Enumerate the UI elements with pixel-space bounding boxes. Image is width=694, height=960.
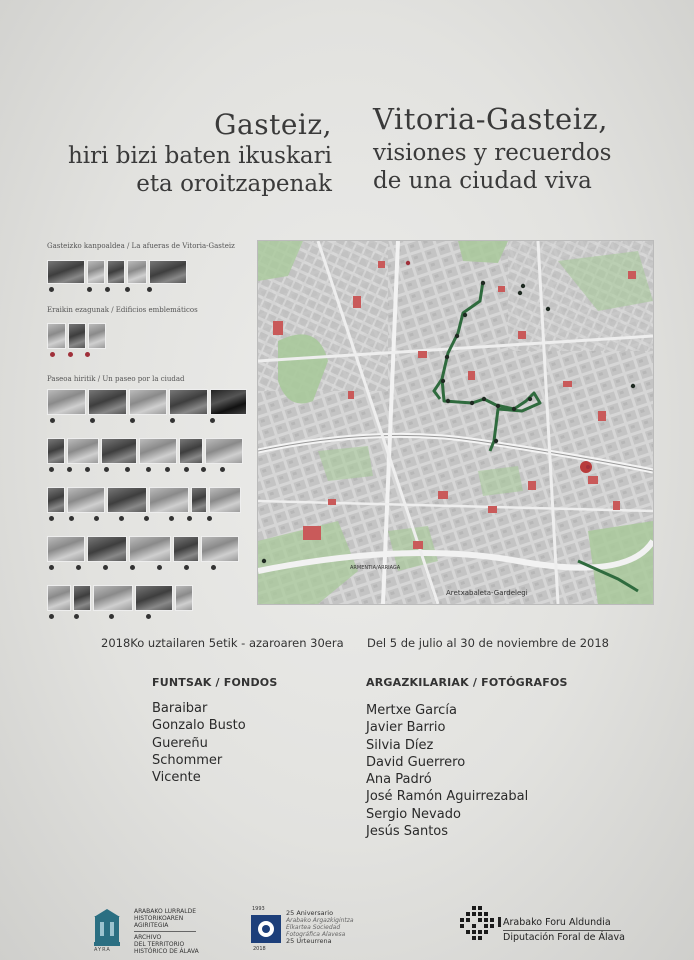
archivo-divider bbox=[134, 931, 196, 932]
photo-thumbnail bbox=[173, 536, 199, 562]
fotografo-name: Jesús Santos bbox=[366, 824, 449, 840]
fotografo-name: Sergio Nevado bbox=[366, 806, 461, 822]
archivo-es-line: DEL TERRITORIO bbox=[134, 941, 185, 948]
photo-thumbnail bbox=[47, 389, 86, 415]
photo-thumbnail bbox=[107, 487, 147, 513]
legend-section-buildings: Eraikin ezagunak / Edificios emblemáticos bbox=[47, 306, 198, 314]
fotografo-name: Javier Barrio bbox=[366, 720, 446, 736]
marker-dot bbox=[119, 516, 124, 521]
marker-dot bbox=[103, 565, 108, 570]
marker-dot bbox=[68, 352, 73, 357]
photo-thumbnail bbox=[87, 536, 127, 562]
photo-row bbox=[47, 438, 247, 464]
legend-section-outskirts: Gasteizko kanpoaldea / La afueras de Vitoria-Gasteiz bbox=[47, 242, 235, 250]
marker-dot bbox=[157, 565, 162, 570]
fondos-label: FUNTSAK / FONDOS bbox=[152, 676, 278, 689]
title-basque bbox=[68, 108, 332, 197]
marker-dot bbox=[85, 467, 90, 472]
marker-dot bbox=[87, 287, 92, 292]
marker-dot bbox=[201, 467, 206, 472]
marker-dot bbox=[74, 614, 79, 619]
fondo-name: Schommer bbox=[152, 752, 223, 768]
photo-thumbnail bbox=[47, 438, 65, 464]
archivo-eu-line: AGIRITEGIA bbox=[134, 922, 169, 929]
photo-markers bbox=[47, 287, 247, 292]
aniversario-text bbox=[286, 910, 354, 945]
photo-thumbnail bbox=[67, 438, 99, 464]
city-map bbox=[257, 240, 654, 605]
photo-markers bbox=[47, 352, 247, 357]
photo-thumbnail bbox=[127, 260, 147, 284]
photo-thumbnail bbox=[149, 260, 187, 284]
photo-thumbnail bbox=[67, 487, 105, 513]
marker-dot bbox=[184, 565, 189, 570]
dates-basque: 2018Ko uztailaren 5etik - azaroaren 30era bbox=[101, 636, 344, 650]
marker-dot bbox=[220, 467, 225, 472]
photo-thumbnail bbox=[209, 487, 241, 513]
map-label-bottom: Aretxabaleta-Gardelegi bbox=[446, 589, 528, 597]
marker-dot bbox=[49, 565, 54, 570]
marker-dot bbox=[184, 467, 189, 472]
photo-markers bbox=[47, 565, 247, 570]
photo-thumbnail bbox=[139, 438, 177, 464]
aniversario-year-start: 1993 bbox=[252, 906, 265, 912]
photo-thumbnail bbox=[47, 260, 85, 284]
fondo-name: Guereñu bbox=[152, 735, 208, 751]
aniversario-line2: Arabako Argazkigintza bbox=[286, 917, 354, 924]
diputacion-accent-bar bbox=[498, 917, 501, 927]
marker-dot bbox=[146, 467, 151, 472]
photo-thumbnail bbox=[129, 389, 168, 415]
legend-section-walk: Paseoa hiritik / Un paseo por la ciudad bbox=[47, 375, 185, 383]
marker-dot bbox=[109, 614, 114, 619]
photo-legend bbox=[47, 242, 247, 619]
marker-dot bbox=[170, 418, 175, 423]
fotografo-name: David Guerrero bbox=[366, 754, 466, 770]
archivo-es-line: ARCHIVO bbox=[134, 934, 162, 941]
marker-dot bbox=[50, 352, 55, 357]
marker-dot bbox=[94, 516, 99, 521]
diputacion-line1: Arabako Foru Aldundia bbox=[503, 917, 611, 928]
marker-dot bbox=[144, 516, 149, 521]
photo-thumbnail bbox=[129, 536, 171, 562]
photo-thumbnail bbox=[175, 585, 193, 611]
marker-dot bbox=[125, 287, 130, 292]
photo-row bbox=[47, 323, 247, 349]
title-es-line3: de una ciudad viva bbox=[373, 168, 592, 194]
title-eu-line3: eta oroitzapenak bbox=[136, 171, 332, 197]
aniversario-emblem-icon bbox=[250, 914, 282, 944]
photo-thumbnail bbox=[101, 438, 137, 464]
photo-thumbnail bbox=[68, 323, 86, 349]
fondo-name: Baraibar bbox=[152, 701, 208, 716]
marker-dot bbox=[85, 352, 90, 357]
fotografos-label: ARGAZKILARIAK / FOTÓGRAFOS bbox=[366, 676, 568, 689]
photo-thumbnail bbox=[107, 260, 125, 284]
city-map-graphic bbox=[258, 241, 653, 604]
photo-markers bbox=[47, 418, 247, 423]
diputacion-emblem-icon bbox=[456, 904, 498, 946]
title-es-line1: Vitoria-Gasteiz, bbox=[373, 102, 608, 136]
marker-dot bbox=[105, 287, 110, 292]
fotografo-name: José Ramón Aguirrezabal bbox=[366, 789, 529, 805]
photo-thumbnail bbox=[149, 487, 189, 513]
map-label-district: ARMENTIA/ARRIAGA bbox=[350, 565, 401, 571]
photo-thumbnail bbox=[93, 585, 133, 611]
marker-dot bbox=[49, 614, 54, 619]
title-eu-line2: hiri bizi baten ikuskari bbox=[67, 143, 332, 169]
archivo-mark: AYRA bbox=[94, 947, 111, 953]
marker-dot bbox=[169, 516, 174, 521]
aniversario-line4: Fotográfica Alavesa bbox=[286, 931, 346, 938]
photo-row bbox=[47, 536, 247, 562]
aniversario-line3: Elkartea Sociedad bbox=[286, 924, 341, 931]
marker-dot bbox=[207, 516, 212, 521]
aniversario-line1: 25 Aniversario bbox=[286, 909, 334, 917]
archivo-emblem-icon bbox=[92, 908, 122, 952]
title-eu-line1: Gasteiz, bbox=[214, 108, 332, 141]
diputacion-divider bbox=[503, 930, 621, 931]
aniversario-line5: 25 Urteurrena bbox=[286, 937, 332, 945]
marker-dot bbox=[104, 467, 109, 472]
photo-markers bbox=[47, 467, 247, 472]
archivo-logo bbox=[92, 908, 122, 956]
fondo-name: Vicente bbox=[152, 770, 201, 786]
marker-dot bbox=[67, 467, 72, 472]
photo-thumbnail bbox=[88, 389, 127, 415]
photo-thumbnail bbox=[205, 438, 243, 464]
marker-dot bbox=[165, 467, 170, 472]
photo-thumbnail bbox=[47, 323, 66, 349]
photo-row bbox=[47, 389, 247, 415]
photo-thumbnail bbox=[201, 536, 239, 562]
fotografo-name: Silvia Díez bbox=[366, 737, 434, 753]
dates-spanish: Del 5 de julio al 30 de noviembre de 2018 bbox=[367, 636, 609, 650]
photo-row bbox=[47, 585, 247, 611]
fondo-name: Gonzalo Busto bbox=[152, 718, 246, 734]
photo-thumbnail bbox=[47, 585, 71, 611]
fotografo-name: Ana Padró bbox=[366, 772, 432, 788]
marker-dot bbox=[125, 467, 130, 472]
diputacion-logo bbox=[456, 904, 498, 950]
fondos-list bbox=[152, 700, 246, 786]
photo-thumbnail bbox=[210, 389, 247, 415]
marker-dot bbox=[49, 467, 54, 472]
photo-markers bbox=[47, 614, 247, 619]
marker-dot bbox=[49, 516, 54, 521]
marker-dot bbox=[147, 287, 152, 292]
marker-dot bbox=[50, 418, 55, 423]
photo-thumbnail bbox=[47, 536, 85, 562]
archivo-eu-line: HISTORIKOAREN bbox=[134, 915, 184, 922]
diputacion-line2: Diputación Foral de Álava bbox=[503, 932, 625, 943]
marker-dot bbox=[90, 418, 95, 423]
marker-dot bbox=[146, 614, 151, 619]
fotografos-list bbox=[366, 702, 528, 840]
archivo-es-line: HISTÓRICO DE ÁLAVA bbox=[134, 948, 199, 955]
title-es-line2: visiones y recuerdos bbox=[373, 140, 612, 166]
marker-dot bbox=[130, 418, 135, 423]
photo-thumbnail bbox=[169, 389, 208, 415]
aniversario-year-end: 2018 bbox=[253, 946, 266, 952]
photo-thumbnail bbox=[73, 585, 91, 611]
marker-dot bbox=[76, 565, 81, 570]
photo-row bbox=[47, 487, 247, 513]
marker-dot bbox=[210, 418, 215, 423]
photo-thumbnail bbox=[135, 585, 173, 611]
photo-thumbnail bbox=[179, 438, 203, 464]
archivo-eu-line: ARABAKO LURRALDE bbox=[134, 908, 196, 915]
diputacion-text bbox=[503, 917, 625, 944]
marker-dot bbox=[130, 565, 135, 570]
photo-thumbnail bbox=[191, 487, 207, 513]
marker-dot bbox=[211, 565, 216, 570]
marker-dot bbox=[69, 516, 74, 521]
archivo-text bbox=[134, 908, 199, 955]
title-spanish bbox=[373, 102, 611, 194]
marker-dot bbox=[49, 287, 54, 292]
fotografo-name: Mertxe García bbox=[366, 703, 457, 718]
photo-row bbox=[47, 260, 247, 284]
marker-dot bbox=[187, 516, 192, 521]
photo-thumbnail bbox=[47, 487, 65, 513]
photo-markers bbox=[47, 516, 247, 521]
photo-thumbnail bbox=[87, 260, 105, 284]
photo-thumbnail bbox=[88, 323, 106, 349]
